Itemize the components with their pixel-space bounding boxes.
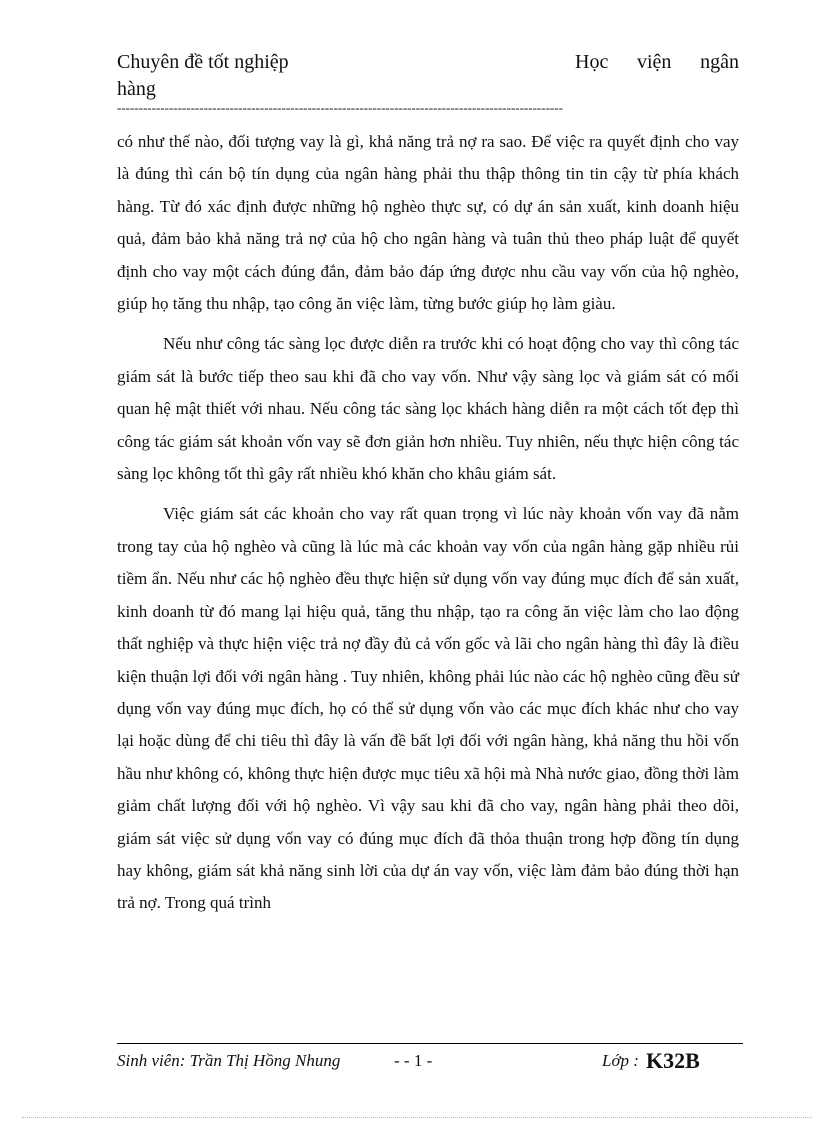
header-right-title-continuation: hàng <box>117 78 156 100</box>
footer-divider <box>117 1043 743 1044</box>
footer-class-value: K32B <box>646 1048 700 1073</box>
header-left-title <box>117 49 289 103</box>
footer-student: Sinh viên: Trần Thị Hồng Nhung <box>117 1051 341 1070</box>
header-divider: ------------------------------------------------------------------------------------------------------- <box>117 100 563 115</box>
paragraph-1: có như thế nào, đối tượng vay là gì, khả năng trả nợ ra sao. Để việc ra quyết định cho vay là đúng thì cán bộ tín dụng của ngân hàng phải thu thập thông tin tin cậy từ phía khách hàng. Từ đó xác định được những hộ nghèo thực sự, có dự án sản xuất, kinh doanh hiệu quả, đảm bảo khả năng trả nợ của hộ cho ngân hàng và tuân thủ theo pháp luật để quyết định cho vay một cách đúng đắn, đảm bảo đáp ứng được nhu cầu vay vốn của hộ nghèo, giúp họ tăng thu nhập, tạo công ăn việc làm, từng bước giúp họ làm giàu. <box>117 132 739 314</box>
page-edge-dots <box>22 1117 812 1118</box>
body-text <box>117 126 739 920</box>
header-right-title: Học viện ngân <box>575 51 739 73</box>
footer-class-label: Lớp : <box>602 1051 639 1070</box>
paragraph-3: Việc giám sát các khoản cho vay rất quan trọng vì lúc này khoản vốn vay đã nằm trong tay của hộ nghèo và cũng là lúc mà các khoản vay vốn của ngân hàng gặp nhiều rủi tiềm ẩn. Nếu như các hộ nghèo đều thực hiện sử dụng vốn vay đúng mục đích để sản xuất, kinh doanh từ đó mang lại hiệu quả, tăng thu nhập, tạo ra công ăn việc làm cho lao động thất nghiệp và thực hiện việc trả nợ đầy đủ cả vốn gốc và lãi cho ngân hàng thì đây là điều kiện thuận lợi đối với ngân hàng . Tuy nhiên, không phải lúc nào các hộ nghèo cũng đều sử dụng vốn vay đúng mục đích, họ có thể sử dụng vốn vào các mục đích khác như cho vay lại hoặc dùng để chi tiêu thì đây là vấn đề bất lợi đối với ngân hàng, khả năng thu hồi vốn hầu như không có, không thực hiện được mục tiêu xã hội mà Nhà nước giao, đồng thời làm giảm chất lượng đối với hộ nghèo. Vì vậy sau khi đã cho vay, ngân hàng phải theo dõi, giám sát việc sử dụng vốn vay có đúng mục đích đã thỏa thuận trong hợp đồng tín dụng hay không, giám sát khả năng sinh lời của dự án vay vốn, việc làm đảm bảo đúng thời hạn trả nợ. Trong quá trình <box>117 504 739 913</box>
footer <box>117 1049 743 1073</box>
header-left-title-text: Chuyên đề tốt nghiệp <box>117 51 289 73</box>
footer-page-number: - - 1 - <box>394 1051 433 1070</box>
paragraph-2: Nếu như công tác sàng lọc được diễn ra trước khi có hoạt động cho vay thì công tác giám sát là bước tiếp theo sau khi đã cho vay vốn. Như vậy sàng lọc và giám sát có mối quan hệ mật thiết với nhau. Nếu công tác sàng lọc khách hàng diễn ra một cách tốt đẹp thì công tác giám sát khoản vốn vay sẽ đơn giản hơn nhiều. Tuy nhiên, nếu thực hiện công tác sàng lọc không tốt thì gây rất nhiều khó khăn cho khâu giám sát. <box>117 334 739 484</box>
